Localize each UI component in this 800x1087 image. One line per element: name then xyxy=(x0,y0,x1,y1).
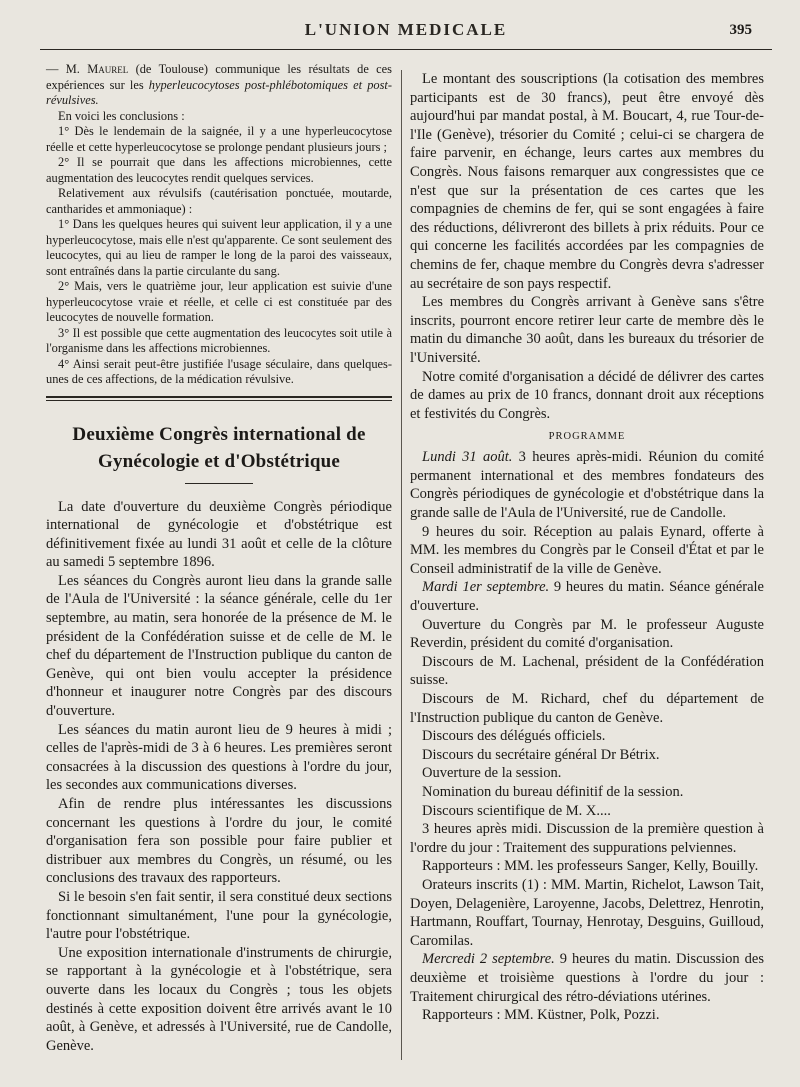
programme-text: Orateurs inscrits (1) : MM. Martin, Richelot, Lawson Tait, Doyen, Delagenière, Laroyenne, Jacobs, Delettrez, Henrotin, Hartmann, Rouffart, Tournay, Henrotay, Desguins, Guilloud, Caromilas. xyxy=(410,876,764,949)
programme-text: Discours de M. Richard, chef du département de l'Instruction publique du canton de Genève. xyxy=(410,691,764,726)
programme-item xyxy=(410,876,764,950)
maurel-dash: — M. xyxy=(46,62,88,76)
article-paragraph: Une exposition internationale d'instruments de chirurgie, se rapportant à la gynécologie et à l'obstétrique, sera ouverte dans les locaux du Congrès ; tous les objets destinés à cette exposition doivent être arrivés avant le 10 août, à Genève, et adressés à l'Université, rue de Candolle, Genève. xyxy=(46,944,392,1054)
programme-item xyxy=(410,802,764,821)
right-column xyxy=(410,70,764,1025)
programme-text: Discours de M. Lachenal, président de la Confédération suisse. xyxy=(410,653,764,689)
header-rule xyxy=(40,49,772,50)
article-paragraph: Si le besoin s'en fait sentir, il sera constitué deux sections fonctionnant simultanément, l'une pour la gynécologie, l'autre pour l'obstétrique. xyxy=(46,888,392,943)
programme-item xyxy=(410,653,764,690)
column-divider xyxy=(401,70,402,1060)
page-number: 395 xyxy=(729,22,752,38)
article-paragraph: La date d'ouverture du deuxième Congrès périodique international de gynécologie et d'obstétrique est définitivement fixée au lundi 31 août et celle de la clôture au samedi 5 septembre 1896. xyxy=(46,498,392,571)
maurel-lead-paragraph xyxy=(46,62,392,109)
programme-item xyxy=(410,764,764,783)
running-title: L'UNION MEDICALE xyxy=(304,20,508,39)
maurel-conclusion-1: 1° Dès le lendemain de la saignée, il y a une hyperleucocytose réelle et cette hyperleucocytose se prolonge pendant plusieurs jours ; xyxy=(46,124,392,154)
congress-title: Deuxième Congrès international de Gynécologie et d'Obstétrique xyxy=(72,423,366,472)
programme-text: 9 heures du matin. Séance générale d'ouverture. xyxy=(410,579,764,615)
programme-item xyxy=(410,1006,764,1025)
maurel-revulsifs-4: 4° Ainsi serait peut-être justifiée l'usage séculaire, dans quelques-unes de ces affections, de la médication révulsive. xyxy=(46,356,392,386)
programme-day: Lundi 31 août. xyxy=(422,449,513,466)
article-paragraph: Les membres du Congrès arrivant à Genève sans s'être inscrits, pourront encore retirer leur carte de membre dès le matin du dimanche 30 août, dans les bureaux du trésorier de l'Université. xyxy=(410,294,764,366)
programme-item xyxy=(410,746,764,765)
article-paragraph: Afin de rendre plus intéressantes les discussions concernant les questions à l'ordre du jour, le comité d'organisation fera son possible pour faire publier et distribuer aux membres du Congrès, un résumé, ou les conclusions des travaux des rapporteurs. xyxy=(46,796,392,887)
programme-item xyxy=(410,857,764,876)
maurel-conclusion-2: 2° Il se pourrait que dans les affections microbiennes, cette augmentation des leucocytes rendit quelques services. xyxy=(46,155,392,185)
article-paragraph: Notre comité d'organisation a décidé de délivrer des cartes de dames au prix de 10 francs, donnant droit aux réceptions et festivités du Congrès. xyxy=(410,368,764,422)
programme-item xyxy=(410,616,764,653)
maurel-text: (de Toulouse) communique les résultats de ces expériences sur les xyxy=(46,62,393,92)
maurel-topic: hyperleucocytoses post-phlébotomiques et post-révulsives. xyxy=(46,77,392,107)
page-header xyxy=(40,18,772,42)
programme-item xyxy=(410,783,764,802)
programme-text: Nomination du bureau définitif de la session. xyxy=(422,783,684,800)
programme-text: Discours des délégués officiels. xyxy=(422,728,606,745)
article-paragraph: Les séances du Congrès auront lieu dans la grande salle de l'Aula de l'Université : la séance générale, celle du 1er septembre, au matin, sera honorée de la présence de M. le président de la Confédération suisse et de celle de M. le chef du département de l'Instruction publique du canton de Genève, qui ont bien voulu accepter la présidence d'honneur et inaugurer notre Congrès par des discours d'ouverture. xyxy=(46,572,392,720)
programme-text: 9 heures du soir. Réception au palais Eynard, offerte à MM. les membres du Congrès par le Conseil d'État et par le Conseil administratif de la ville de Genève. xyxy=(410,523,764,577)
maurel-revulsifs-2: 2° Mais, vers le quatrième jour, leur application est suivie d'une hyperleucocytose vraie et réelle, et celle ci est constituée par des leucocytes de nouvelle formation. xyxy=(46,279,392,324)
maurel-revulsifs-3: 3° Il est possible que cette augmentation des leucocytes soit utile à l'organisme dans les affections microbiennes. xyxy=(46,325,392,355)
article-paragraph: Les séances du matin auront lieu de 9 heures à midi ; celles de l'après-midi de 3 à 6 heures. Les premières seront consacrées à la discussion des questions à l'ordre du jour, les secondes aux communications diverses. xyxy=(46,721,392,794)
programme-text: 3 heures après midi. Discussion de la première question à l'ordre du jour : Traitement des suppurations pelviennes. xyxy=(410,821,764,856)
programme-item xyxy=(410,448,764,522)
programme-item xyxy=(410,820,764,857)
maurel-revulsifs-1: 1° Dans les quelques heures qui suivent leur application, il y a une hyperleucocytose, mais elle n'est qu'apparente. Ce sont seulement des leucocytes, qui au lieu de ramper le long de la paroi des vaisseaux, sont entraînés dans la partie circulante du sang. xyxy=(46,217,392,278)
programme-item xyxy=(410,523,764,579)
programme-text: 3 heures après-midi. Réunion du comité permanent international et des membres fondateurs des Congrès périodiques de gynécologie et d'obstétrique dans la grande salle de l'Aula de l'Université, rue de Candolle. xyxy=(410,449,764,522)
title-short-rule xyxy=(185,483,253,484)
programme-day: Mardi 1er septembre. xyxy=(422,579,550,596)
programme-list xyxy=(410,448,764,1024)
programme-item xyxy=(410,950,764,1006)
article-paragraph: Le montant des souscriptions (la cotisation des membres participants est de 30 francs), peut être envoyé dès aujourd'hui par mandat postal, à M. Boucart, 4, rue Tour-de-l'Ile (Genève), trésorier du Comité ; celui-ci se chargera de faire parvenir, en échange, leurs cartes aux membres du Congrès. Nous faisons remarquer aux congressistes que ce n'est que sur la présentation de ces cartes que les compagnies de chemins de fer, qui se sont engagées à faire des réductions, délivreront des billets à prix réduits. Pour ce qui concerne les facilités accordées par les compagnies de chemins de fer, chaque membre du Congrès devra s'adresser au secrétaire de son pays respectif. xyxy=(410,71,764,292)
maurel-communication xyxy=(46,62,392,388)
programme-day: Mercredi 2 septembre. xyxy=(422,951,555,968)
programme-text: Ouverture du Congrès par M. le professeur Auguste Reverdin, président du comité d'organisation. xyxy=(410,616,764,652)
programme-text: Discours du secrétaire général Dr Bétrix. xyxy=(422,746,660,763)
maurel-intro: En voici les conclusions : xyxy=(58,108,185,123)
programme-item xyxy=(410,727,764,746)
section-double-rule xyxy=(46,396,392,401)
programme-text: Rapporteurs : MM. les professeurs Sanger, Kelly, Bouilly. xyxy=(422,858,759,875)
left-column xyxy=(46,62,392,1055)
programme-text: Rapporteurs : MM. Küstner, Polk, Pozzi. xyxy=(422,1007,660,1024)
programme-item xyxy=(410,578,764,615)
congress-article-right xyxy=(410,70,764,423)
maurel-name: Maurel xyxy=(87,62,129,76)
programme-item xyxy=(410,690,764,727)
programme-text: Discours scientifique de M. X.... xyxy=(422,802,611,819)
programme-text: 9 heures du matin. Discussion des deuxième et troisième questions à l'ordre du jour : Traitement chirurgical des rétro-déviations utérines. xyxy=(410,951,764,1005)
maurel-revulsifs-intro: Relativement aux révulsifs (cautérisation ponctuée, moutarde, cantharides et ammoniaque) : xyxy=(46,186,392,216)
congress-article-left xyxy=(46,498,392,1056)
programme-heading: PROGRAMME xyxy=(548,431,626,443)
programme-text: Ouverture de la session. xyxy=(422,765,562,782)
